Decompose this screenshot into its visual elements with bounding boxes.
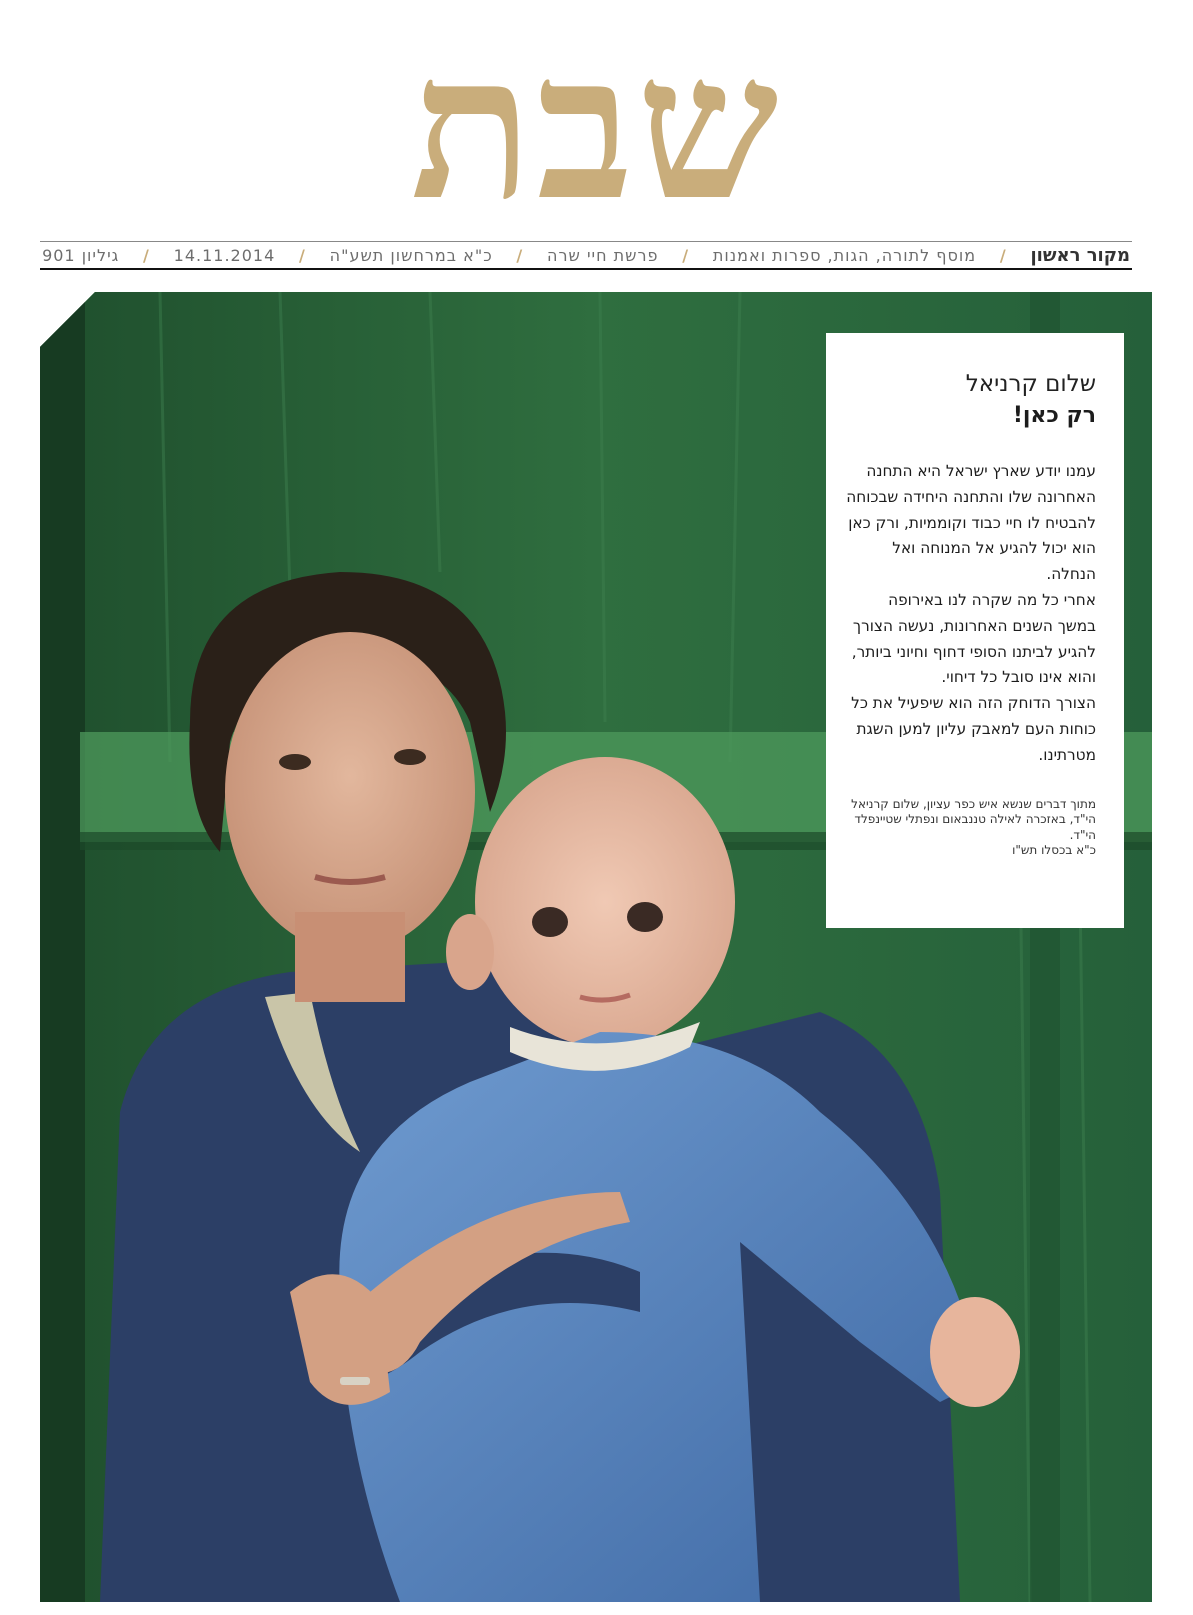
hebrew-date: כ"א במרחשון תשע"ה bbox=[329, 245, 493, 265]
separator: / bbox=[143, 245, 150, 265]
quote-box bbox=[826, 333, 1124, 928]
baby-eye-right bbox=[627, 902, 663, 932]
quote-source bbox=[846, 797, 1096, 859]
separator: / bbox=[516, 245, 524, 265]
door-left-shadow bbox=[40, 292, 85, 1602]
quote-body bbox=[846, 459, 1096, 769]
publication-brand: מקור ראשון bbox=[1030, 244, 1130, 266]
mother-face bbox=[225, 632, 475, 952]
issue-number: גיליון 901 bbox=[42, 245, 120, 265]
quote-paragraph: הצורך הדוחק הזה הוא שיפעיל את כל כוחות העם למאבק עליון למען השגת מטרתינו. bbox=[851, 694, 1096, 764]
torah-portion: פרשת חיי שרה bbox=[547, 245, 659, 265]
gregorian-date: 14.11.2014 bbox=[173, 245, 276, 265]
quote-paragraph: עמנו יודע שארץ ישראל היא התחנה האחרונה שלו והתחנה היחידה שבכוחה להבטיח לו חיי כבוד וקוממיות, ורק כאן הוא יכול להגיע אל המנוחה ואל הנחלה. bbox=[846, 462, 1096, 584]
quote-source-date: כ"א בכסלו תש"ו bbox=[1012, 843, 1096, 858]
supplement-description: מוסף לתורה, הגות, ספרות ואמנות bbox=[712, 245, 977, 265]
masthead-title: שבת bbox=[410, 10, 783, 245]
baby-head bbox=[475, 757, 735, 1047]
issue-info-bar bbox=[40, 241, 1132, 270]
quote-source-line: מתוך דברים שנשא איש כפר עציון, שלום קרניאל הי"ד, באזכרה לאילה טננבאום ונפתלי שטיינפלד הי"ד. bbox=[851, 796, 1096, 842]
separator: / bbox=[999, 245, 1007, 265]
mother-eye-right bbox=[394, 749, 426, 765]
quote-paragraph: אחרי כל מה שקרה לנו באירופה במשך השנים האחרונות, נעשה הצורך להגיע לביתנו הסופי דחוף וחיוני ביותר, והוא אינו סובל כל דיחוי. bbox=[851, 590, 1096, 687]
quote-author: שלום קרניאל bbox=[965, 371, 1096, 397]
baby-eye-left bbox=[532, 907, 568, 937]
baby-hand bbox=[930, 1297, 1020, 1407]
wedding-ring bbox=[340, 1377, 370, 1385]
separator: / bbox=[299, 245, 306, 265]
baby-ear bbox=[446, 914, 494, 990]
separator: / bbox=[682, 245, 690, 265]
quote-title: רק כאן! bbox=[1012, 403, 1096, 428]
mother-eye-left bbox=[279, 754, 311, 770]
mother-neck bbox=[295, 912, 405, 1002]
